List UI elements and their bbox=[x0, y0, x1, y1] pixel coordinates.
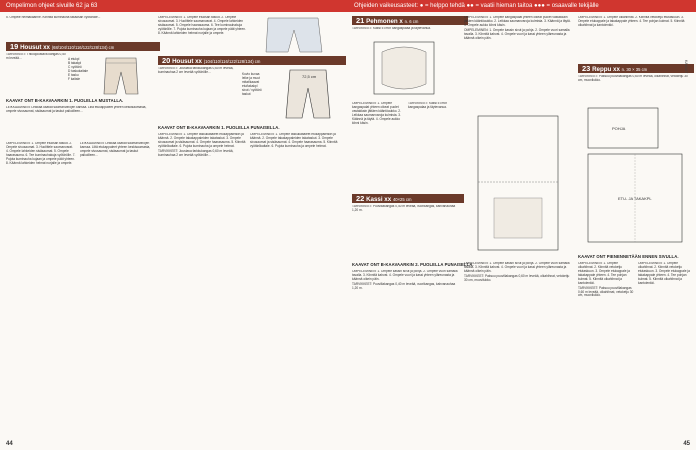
pattern22-col2-more: TARVIKKEET: Paksuu puuvillakangas 0,60 m leveää, olkahihnat, vetoketju 30 cm, muovilukko. bbox=[464, 273, 570, 282]
pattern21-sizes: n. 6 cm bbox=[404, 19, 419, 24]
left-header: Ompelimon ohjeet sivuille 62 ja 63 bbox=[0, 0, 348, 12]
pattern23-caption: KAAVAT ONT PIENENNETÄÄN ENNEN SIVULLA. bbox=[578, 254, 679, 259]
pattern23-intro-text: OMPELEMINEN: 1. Ompele olkahihnat. 2. Kiinnitä vetoketju etutaskuun. 3. Ompele etukappale ja takakappale yhteen. 4. Tee pohjan kulmat. 5. Kiinnitä olkahihnat ja kantolenkki. bbox=[578, 16, 685, 27]
pohja-label: POHJA bbox=[612, 126, 626, 131]
pattern23-instructions: OMPELEMINEN: 1. Ompele olkahihnat. 2. Kiinnitä vetoketju etutaskuun. 3. Ompele etukappale ja takakappale yhteen. 4. Tee pohjan kulmat. 5. Kiinnitä olkahihnat ja kantolenkki. bbox=[578, 262, 630, 285]
pattern20-col1 bbox=[158, 133, 246, 433]
pattern23-sizes: n. 30 × 35 cm bbox=[621, 67, 648, 72]
pattern21-name: Pehmonen x bbox=[366, 18, 403, 25]
pattern21-number: 21 bbox=[356, 16, 365, 25]
pattern19-diagram bbox=[66, 54, 150, 98]
bag-pattern-icon bbox=[464, 108, 572, 258]
pattern20-col1-more: TARVIKKEET: Joustava farkkukangas 0,60 m leveää, kuminauhaa 2 cm leveää vyötärölle... bbox=[158, 148, 234, 157]
pattern20-materials bbox=[158, 67, 238, 123]
kaavat-side-label: KAAVAT bbox=[684, 60, 688, 74]
pattern21-materials-text: TARVIKKEET: Kaksi 5 cm:n kangaspalaa ja täytevanua. bbox=[352, 27, 431, 30]
pattern22-sizes: 40×25 cm bbox=[392, 197, 412, 202]
pattern21-col1 bbox=[352, 102, 404, 192]
pattern19-preparation bbox=[6, 106, 152, 140]
pattern22-materials bbox=[352, 205, 460, 247]
pattern23-materials bbox=[578, 75, 692, 103]
square-pattern-icon bbox=[352, 38, 460, 100]
pattern20-legend: Kuvio kuvaa leike ja muut mitat/kaavat etu/takakpl sivut / vyötärö taskut bbox=[242, 72, 262, 96]
pattern21-col2-text: TARVIKKEET: Kaksi 5 cm:n kangaspalaa ja täytevanua. bbox=[408, 102, 448, 109]
pattern19-col2-text: LEIKKAAMINEN: Leikkaa kaavat saumanvarojen kanssa. Liitä etukappaleet yhteen keskisaumasta, ompele sivusaumat, sisäsaumat ja taskut paikoilleen... bbox=[80, 142, 151, 157]
pattern19-continued-text: OMPELEMINEN: 1. Ompele etuosan taskut. 2. Ompele sivusaumat. 3. Huolittele saumanvarat. 4. Ompele lahkeiden sisäsaumat. 5. Ompele haarasauma. 6. Tee kuminauhakuja vyötärölle. 7. Pujota kuminauha kujaan ja ompele päät yhteen. 8. Käännä lahkeiden helmat nurjalle ja ompele. bbox=[158, 16, 246, 35]
intro-paragraph: 5. Ompele helmakäänne. Kiinnitä kuminauha takaosan vyötärölle... bbox=[6, 16, 101, 19]
pattern22-col2 bbox=[464, 262, 572, 434]
pattern19-number: 19 bbox=[10, 42, 19, 51]
pattern19-legend: A etukpl B takakpl C vyötärö D taskukaitale E tasku F kaitale bbox=[68, 57, 89, 81]
pattern22-diagram bbox=[464, 108, 572, 258]
pattern23-diagram bbox=[578, 104, 692, 250]
pattern22-col1 bbox=[352, 270, 460, 434]
pattern21-title bbox=[352, 16, 468, 25]
pattern22-materials-text: TARVIKKEET: Puuvillakangas 0,40 m leveää, vuorikangas, kahvanauhaa 1,20 m. bbox=[352, 205, 456, 212]
pattern19-preparation-text: LEIKKAAMINEN: Leikkaa kaavat saumanvarojen kanssa. Liitä etukappaleet yhteen keskisaumasta, ompele sivusaumat, sisäsaumat ja taskut paikoilleen... bbox=[6, 106, 147, 113]
etu-label: ETU- JA TAKAKPL bbox=[618, 196, 652, 201]
pattern23-col2 bbox=[638, 262, 692, 434]
pattern22-instructions: OMPELEMINEN: 1. Ompele kassin sivut ja pohja. 2. Ompele vuori samalla tavalla. 3. Kiinnitä kahvat. 4. Ompele vuori ja kassi yhteen yläreunasta ja käännä oikein päin. bbox=[352, 270, 458, 281]
pattern21-diagram bbox=[352, 38, 460, 100]
pattern20-sizes: (104/110/116/122/128/134) cm bbox=[203, 59, 261, 64]
right-page bbox=[348, 0, 696, 450]
pattern20-title bbox=[158, 56, 346, 65]
pattern20-name: Housut xx bbox=[172, 58, 202, 65]
pattern22-col2-text: OMPELEMINEN: 1. Ompele kassin sivut ja pohja. 2. Ompele vuori samalla tavalla. 3. Kiinnitä kahvat. 4. Ompele vuori ja kassi yhteen yläreunasta ja käännä oikein päin. bbox=[464, 262, 570, 273]
pattern20-photo bbox=[248, 16, 344, 54]
pattern23-title bbox=[578, 64, 694, 73]
pants-flat-icon bbox=[248, 16, 344, 54]
pattern22-caption: KAAVAT ONT B-KAAVAARKIN 2. PUOLELLA PUNAISELLA. bbox=[352, 262, 474, 267]
pattern19-sizes: (68/104/110/116/122/128/134) cm bbox=[51, 45, 115, 50]
pattern21-continued-text: OMPELEMINEN: 1. Ompele kangaspalat yhteen oikeat puolet vastakkain jättäen kääntöaukko. 2. Leikkaa saumanvaroja kulmista. 3. Käännä ja täytä. 4. Ompele aukko kiinni käsin. bbox=[464, 16, 571, 27]
pattern22-col1-more: TARVIKKEET: Puuvillakangas 0,40 m leveää, vuorikangas, kahvanauhaa 1,20 m. bbox=[352, 281, 456, 290]
pattern23-col2-text: OMPELEMINEN: 1. Ompele olkahihnat. 2. Kiinnitä vetoketju etutaskuun. 3. Ompele etukappale ja takakappale yhteen. 4. Tee pohjan kulmat. 5. Kiinnitä olkahihnat ja kantolenkki. bbox=[638, 262, 690, 285]
pattern23-number: 23 bbox=[582, 64, 591, 73]
pattern19-col2 bbox=[80, 142, 152, 434]
pattern19-materials-text: TARVIKKEET: Trikoojoustava kangas 0,50 m leveää... bbox=[6, 53, 66, 60]
pattern19-caption: KAAVAT ONT B-KAAVAARKIN 1. PUOLELLA MUSTALLA. bbox=[6, 98, 124, 103]
left-page-number: 44 bbox=[6, 441, 13, 447]
pattern23-col1 bbox=[578, 262, 634, 434]
pattern19-materials bbox=[6, 53, 66, 91]
pattern20-col2 bbox=[250, 133, 342, 433]
pattern20-number: 20 bbox=[162, 56, 171, 65]
right-page-number: 45 bbox=[683, 441, 690, 447]
pattern20-col2-text: OMPELEMINEN: 1. Ompele taskukaitaleet etukappaleisiin ja käännä. 2. Ompele takakappaleiden takataskut. 3. Ompele sivusaumat ja sisäsaumat. 4. Ompele haarasauma. 5. Kiinnitä vyötärökaitale. 6. Pujota kuminauha ja ompele helmat. bbox=[250, 133, 338, 148]
pattern23-intro bbox=[578, 16, 692, 62]
pattern20-diagram bbox=[240, 66, 344, 122]
pattern23-name: Reppu xx bbox=[592, 66, 620, 73]
pattern19-col1 bbox=[6, 142, 76, 434]
pattern20-materials-text: TARVIKKEET: Joustava farkkukangas 0,60 m leveää, kuminauhaa 2 cm leveää vyötärölle... bbox=[158, 67, 234, 74]
pattern20-instructions: OMPELEMINEN: 1. Ompele taskukaitaleet etukappaleisiin ja käännä. 2. Ompele takakappaleiden takataskut. 3. Ompele sivusaumat ja sisäsaumat. 4. Ompele haarasauma. 5. Kiinnitä vyötärökaitale. 6. Pujota kuminauha ja ompele helmat. bbox=[158, 133, 246, 148]
size-label: 72,5 cm bbox=[302, 74, 317, 79]
pattern22-number: 22 bbox=[356, 194, 365, 203]
backpack-pattern-icon bbox=[578, 104, 692, 250]
pattern19-name: Housut xx bbox=[20, 44, 50, 51]
pattern21-materials bbox=[352, 27, 460, 37]
pattern23-col1-more: TARVIKKEET: Paksuu puuvillakangas 0,60 m leveää, olkahihnat, vetoketju 30 cm, muovilukko. bbox=[578, 285, 634, 298]
pattern21-col2 bbox=[408, 102, 460, 192]
pattern19-title bbox=[6, 42, 160, 51]
intro-text bbox=[6, 16, 114, 40]
pattern21-continued bbox=[464, 16, 572, 104]
pattern19-instructions: OMPELEMINEN: 1. Ompele etuosan taskut. 2. Ompele sivusaumat. 3. Huolittele saumanvarat. 4. Ompele lahkeiden sisäsaumat. 5. Ompele haarasauma. 6. Tee kuminauhakuja vyötärölle. 7. Pujota kuminauha kujaan ja ompele päät yhteen. 8. Käännä lahkeiden helmat nurjalle ja ompele. bbox=[6, 142, 76, 165]
pattern19-continued bbox=[158, 16, 246, 52]
pattern22-name: Kassi xx bbox=[366, 196, 392, 203]
pattern22-preface: OMPELEMINEN: 1. Ompele kassin sivut ja pohja. 2. Ompele vuori samalla tavalla. 3. Kiinnitä kahvat. 4. Ompele vuori ja kassi yhteen yläreunasta ja käännä oikein päin. bbox=[464, 27, 570, 40]
pattern22-title bbox=[352, 194, 468, 203]
pattern21-instructions: OMPELEMINEN: 1. Ompele kangaspalat yhteen oikeat puolet vastakkain jättäen kääntöaukko. 2. Leikkaa saumanvaroja kulmista. 3. Käännä ja täytä. 4. Ompele aukko kiinni käsin. bbox=[352, 102, 401, 125]
pattern23-materials-text: TARVIKKEET: Paksuu puuvillakangas 0,60 m leveää, olkahihnat, vetoketju 30 cm, muovilukko. bbox=[578, 75, 688, 82]
right-header: Ohjeiden vaikeusasteet: ● = helppo tehdä ●● = vaatii hieman taitoa ●●● = osaavalle tekijälle bbox=[348, 0, 696, 12]
pattern20-caption: KAAVAT ONT B-KAAVAARKIN 1. PUOLELLA PUNAISELLA. bbox=[158, 125, 280, 130]
